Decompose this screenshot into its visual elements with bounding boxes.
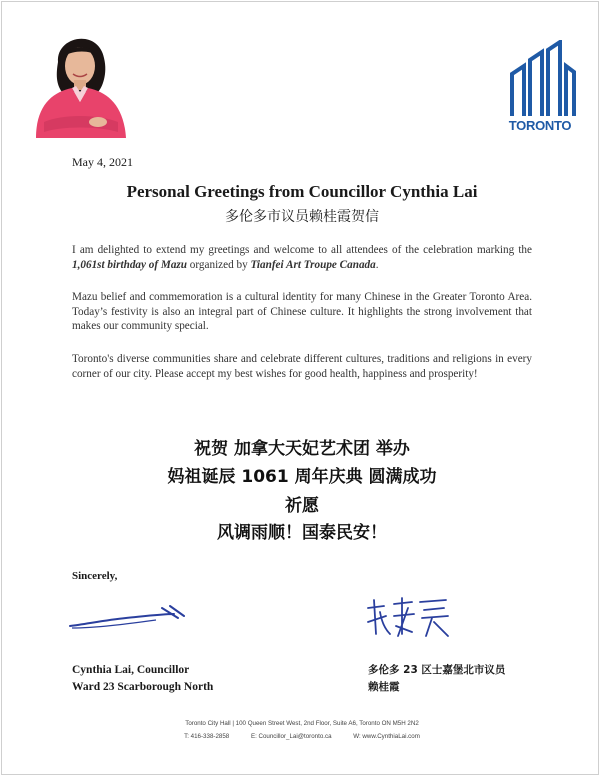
letter-title: Personal Greetings from Councillor Cynthia Lai (126, 182, 478, 201)
closing: Sincerely, (72, 570, 118, 582)
letter-subtitle-cn: 多伦多市议员赖桂霞贺信 (225, 209, 379, 225)
logo-wordmark: TORONTO (508, 118, 572, 133)
signer-name-cn: 赖桂霞 (368, 681, 400, 693)
toronto-logo (502, 40, 578, 140)
footer-contacts (2, 733, 600, 740)
organizer-name: Tianfei Art Troupe Canada (250, 258, 376, 271)
signer-english (72, 662, 213, 696)
signer-ward: Ward 23 Scarborough North (72, 681, 214, 693)
signer-chinese (368, 662, 505, 696)
paragraph-3: Toronto's diverse communities share and celebrate different cultures, traditions and religions in every corner of our city. Please accept my best wishes for good health, happiness and prosperity! (72, 353, 532, 380)
letter-page (1, 1, 599, 775)
footer-phone: T: 416-338-2858 (184, 733, 230, 740)
event-name: 1,061st birthday of Mazu (72, 258, 187, 271)
paragraph-1: I am delighted to extend my greetings and welcome to all attendees of the celebration marking the 1,061st birthday of Mazu organized by Tianfei Art Troupe Canada. (72, 244, 532, 271)
paragraph-2: Mazu belief and commemoration is a cultural identity for many Chinese in the Greater Toronto Area. Today’s festivity is also an integral part of Chinese culture. It highlights the strong involvement that makes our community special. (72, 291, 532, 333)
signer-title-cn: 多伦多 23 区士嘉堡北市议员 (368, 664, 506, 676)
wish-line-4: 风调雨顺！国泰民安！ (217, 523, 387, 543)
english-signature (66, 602, 196, 643)
letter-date: May 4, 2021 (72, 155, 133, 169)
footer-address: Toronto City Hall | 100 Queen Street West, 2nd Floor, Suite A6, Toronto ON M5H 2N2 (185, 720, 419, 727)
footer-email: E: Councillor_Lai@toronto.ca (250, 733, 332, 740)
wish-line-1: 祝贺 加拿大天妃艺术团 举办 (194, 439, 410, 459)
wish-line-2: 妈祖诞辰 1061 周年庆典 圆满成功 (167, 467, 437, 487)
councillor-photo (28, 22, 132, 138)
signer-name: Cynthia Lai, Councillor (72, 664, 190, 676)
footer-web: W: www.CynthiaLai.com (353, 733, 420, 740)
chinese-signature (364, 594, 454, 645)
wish-line-3: 祈愿 (285, 496, 319, 516)
